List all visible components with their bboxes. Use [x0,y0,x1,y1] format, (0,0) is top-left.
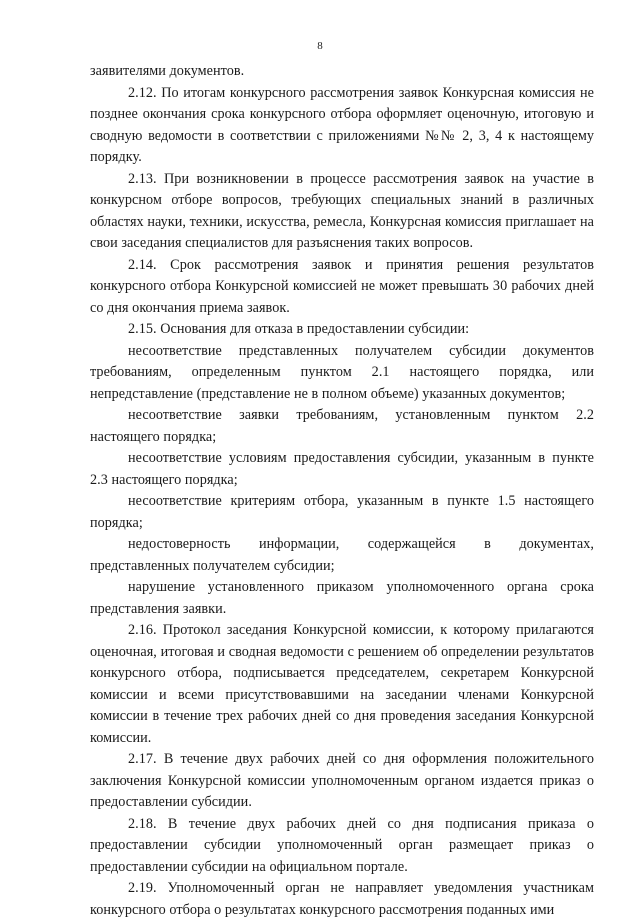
paragraph-2-19: 2.19. Уполномоченный орган не направляет уведомления участникам конкурсного отбора о результатах конкурсного рассмотрения поданных ими [90,880,594,918]
refusal-ground-5: недостоверность информации, содержащейся в документах, представленных получателем субсидии; [90,536,594,574]
page-number: 8 [317,40,323,52]
refusal-ground-4: несоответствие критериям отбора, указанным в пункте 1.5 настоящего порядка; [90,493,594,531]
paragraph-2-15: 2.15. Основания для отказа в предоставлении субсидии: [128,321,470,337]
paragraph-2-18: 2.18. В течение двух рабочих дней со дня подписания приказа о предоставлении субсидии уполномоченный орган размещает приказ о предоставлении субсидии на официальном портале. [90,815,594,875]
refusal-ground-2: несоответствие заявки требованиям, установленным пунктом 2.2 настоящего порядка; [90,407,594,445]
paragraph-2-14: 2.14. Срок рассмотрения заявок и принятия решения результатов конкурсного отбора Конкурсной комиссией не может превышать 30 рабочих дней со дня окончания приема заявок. [90,256,594,316]
paragraph-2-12: 2.12. По итогам конкурсного рассмотрения заявок Конкурсная комиссия не позднее окончания срока конкурсного отбора оформляет оценочную, итоговую и сводную ведомости в соответствии с приложениями №№ 2, 3, 4 к настоящему порядку. [90,84,594,165]
refusal-ground-6: нарушение установленного приказом уполномоченного органа срока представления заявки. [90,579,594,617]
refusal-ground-1: несоответствие представленных получателем субсидии документов требованиям, определенным пунктом 2.1 настоящего порядка, или непредставление (представление не в полном объеме) указанных документов; [90,342,594,402]
paragraph-2-16: 2.16. Протокол заседания Конкурсной комиссии, к которому прилагаются оценочная, итоговая и сводная ведомости с решением об определении результатов конкурсного отбора, подписывается председателем, секретарем Конкурсной комиссии и всеми присутствовавшими на заседании членами Конкурсной комиссии в течение трех рабочих дней со дня проведения заседания Конкурсной комиссии. [90,622,594,746]
paragraph-2-17: 2.17. В течение двух рабочих дней со дня оформления положительного заключения Конкурсной комиссии уполномоченным органом издается приказ о предоставлении субсидии. [90,751,594,810]
document-body [90,61,594,921]
paragraph-2-13: 2.13. При возникновении в процессе рассмотрения заявок на участие в конкурсном отборе вопросов, требующих специальных знаний в различных областях науки, техники, искусства, ремесла, Конкурсная комиссия приглашает на свои заседания специалистов для разъяснения таких вопросов. [90,170,594,251]
paragraph-continuation: заявителями документов. [90,63,245,79]
refusal-ground-3: несоответствие условиям предоставления субсидии, указанным в пункте 2.3 настоящего порядка; [90,450,594,488]
